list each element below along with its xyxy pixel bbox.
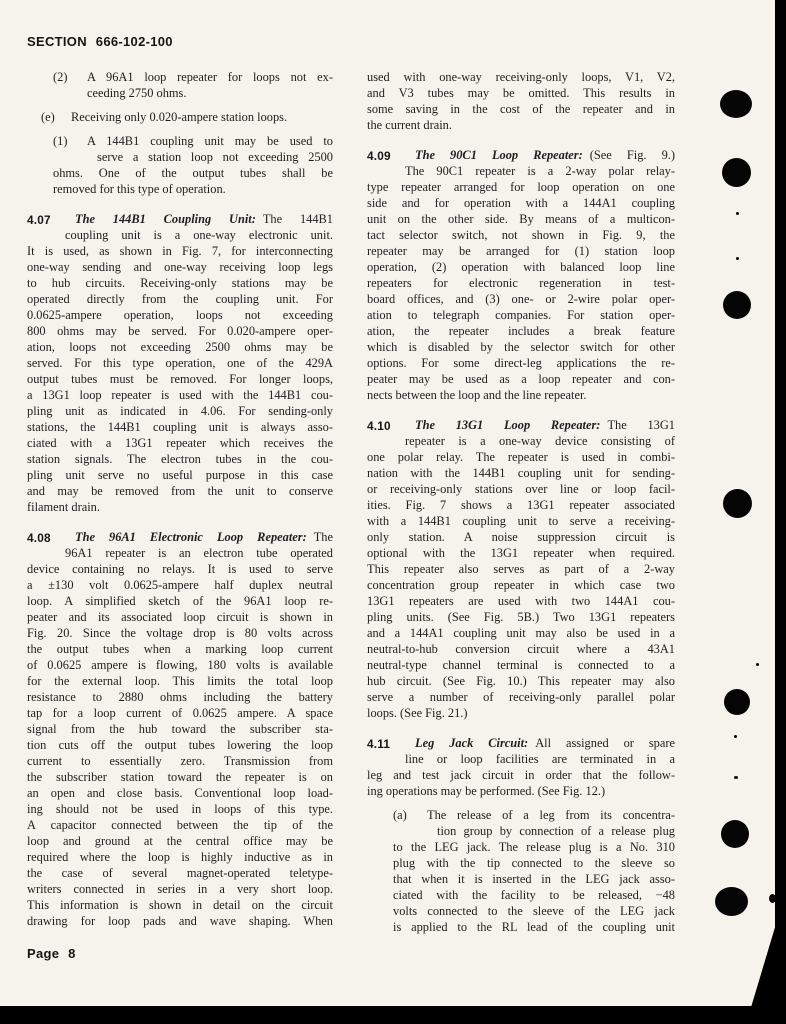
text-line: pling units. (See Fig. 5B.) Two 13G1 repeaters xyxy=(367,610,675,624)
text-line: and a 144A1 coupling unit may also be used in a xyxy=(367,626,675,640)
item-2 xyxy=(27,69,333,101)
text-line: a 13G1 loop repeater is used with the 144B1 cou- xyxy=(27,388,333,402)
text-line: removed for this type of operation. xyxy=(53,182,226,196)
text-line: served. For this type operation, one of the 429A xyxy=(27,356,333,370)
text-line: ation, loops not exceeding 2500 ohms may be xyxy=(27,340,333,354)
text-line: ities. Fig. 7 shows a 13G1 repeater associated xyxy=(367,498,675,512)
paragraph-title: Leg Jack Circuit: xyxy=(415,736,529,750)
text-line: or receiving-only stations over line or loop facil- xyxy=(367,482,675,496)
paragraph-number: 4.07 xyxy=(27,213,51,227)
text-line: repeater may be arranged for (1) station loop xyxy=(367,244,675,258)
paragraph-title: The 144B1 Coupling Unit: xyxy=(75,212,256,226)
scan-edge-right xyxy=(775,0,786,1024)
text-line: that when it is inserted in the LEG jack asso- xyxy=(393,872,675,886)
text-line: filament drain. xyxy=(27,500,100,514)
binder-dot xyxy=(715,887,748,916)
text-line: hub circuit. (See Fig. 10.) This repeater may also xyxy=(367,674,675,688)
text-line: tion cuts off the output tubes lowering the loop xyxy=(27,738,333,752)
item-a xyxy=(367,807,675,935)
text-line: one polar relay. The repeater is used in combi- xyxy=(367,450,675,464)
item-label: (e) xyxy=(41,110,55,124)
binder-dot xyxy=(723,291,751,319)
text-line: ohms. One of the output tubes shall be xyxy=(53,166,333,180)
text-line: loop. A simplified sketch of the 96A1 loop re- xyxy=(27,594,333,608)
paragraph-continuation xyxy=(367,69,675,133)
text-line: with a 144B1 coupling unit to serve a receiving- xyxy=(367,514,675,528)
text-line: concentration group repeater in which case two xyxy=(367,578,675,592)
text-line: nects between the loop and the line repeater. xyxy=(367,388,587,402)
text-line: 4.09 The 90C1 Loop Repeater: (See Fig. 9.) xyxy=(367,148,675,163)
paragraph-title: The 90C1 Loop Repeater: xyxy=(415,148,583,162)
text-line: board offices, and (3) one- or 2-wire polar oper- xyxy=(367,292,675,306)
paragraph-4.11 xyxy=(367,735,675,799)
text-line: plug with the tip connected to the sleeve so xyxy=(393,856,675,870)
text-line: drawing for loop pads and wave shaping. When xyxy=(27,914,333,928)
text-line: the subscriber station toward the repeater is on xyxy=(27,770,333,784)
text-line: pling unit as indicated in 4.06. For sending-only xyxy=(27,404,333,418)
text-line: 800 ohms may be served. For 0.020-ampere oper- xyxy=(27,324,333,338)
right-column xyxy=(367,69,675,935)
text-line: repeaters for electronic regeneration in test- xyxy=(367,276,675,290)
text-line: unit on the other side. By means of a multicon- xyxy=(367,212,675,226)
text-line: ation, the repeater includes a break feature xyxy=(367,324,675,338)
text-line: only station. A noise suppression circuit is xyxy=(367,530,675,544)
text-line: optional with the 13G1 repeater when required. xyxy=(367,546,675,560)
text-line: peater and its associated loop circuit is shown in xyxy=(27,610,333,624)
text-line: stations, the 144B1 coupling unit is always asso- xyxy=(27,420,333,434)
text-line: an open and close basis. Conventional loop load- xyxy=(27,786,333,800)
text-line: serve a station loop not exceeding 2500 xyxy=(97,150,333,164)
text-line: neutral-to-hub conversion circuit where a 43A1 xyxy=(367,642,675,656)
binder-dot xyxy=(724,689,750,715)
ink-speck xyxy=(756,663,759,666)
ink-speck xyxy=(734,735,737,738)
text-line: 4.07 The 144B1 Coupling Unit: The 144B1 xyxy=(27,212,333,227)
text-line: (2) A 96A1 loop repeater for loops not ex- xyxy=(53,70,333,84)
text-line: signal from the hub toward the subscriber sta- xyxy=(27,722,333,736)
text-line: (a) The release of a leg from its concentra- xyxy=(393,808,675,822)
paragraph-number: 4.09 xyxy=(367,149,391,163)
text-line: resistance to 2880 ohms including the battery xyxy=(27,690,333,704)
text-line: tion group by connection of a release plug xyxy=(437,824,675,838)
text-line: for the external loop. This limits the total loop xyxy=(27,674,333,688)
text-line: loops. (See Fig. 21.) xyxy=(367,706,468,720)
text-line: volts connected to the sleeve of the LEG jack xyxy=(393,904,675,918)
paragraph-title: The 96A1 Electronic Loop Repeater: xyxy=(75,530,307,544)
text-line: options. For some direct-leg applications the re- xyxy=(367,356,675,370)
text-line: a ±130 volt 0.0625-ampere half duplex neutral xyxy=(27,578,333,592)
text-line: writers connected in series in a very short loop. xyxy=(27,882,333,896)
text-line: The 90C1 repeater is a 2-way polar relay- xyxy=(405,164,675,178)
text-line: This repeater also serves as part of a 2-way xyxy=(367,562,675,576)
text-line: It is used, as shown in Fig. 7, for interconnecting xyxy=(27,244,333,258)
item-label: (a) xyxy=(393,808,407,822)
text-line: one-way sending and one-way receiving loop legs xyxy=(27,260,333,274)
text-line: side and for operation with a 144A1 coupling xyxy=(367,196,675,210)
text-line: peater may be used as a loop repeater and con- xyxy=(367,372,675,386)
binder-dot xyxy=(723,489,752,518)
text-line: Fig. 20. Since the voltage drop is 80 volts across xyxy=(27,626,333,640)
text-line: ceeding 2750 ohms. xyxy=(87,86,187,100)
text-line: 4.10 The 13G1 Loop Repeater: The 13G1 xyxy=(367,418,675,433)
text-line: neutral-type channel terminal is connected to a xyxy=(367,658,675,672)
text-line: operation, (2) operation with balanced loop line xyxy=(367,260,675,274)
text-line: of 0.0625 ampere is flowing, 180 volts is available xyxy=(27,658,333,672)
text-line: (e) Receiving only 0.020-ampere station loops. xyxy=(41,110,288,124)
text-line: line or loop facilities are terminated in a xyxy=(405,752,675,766)
text-line: leg and test jack circuit in order that the follow- xyxy=(367,768,675,782)
text-line: current to essentially zero. Transmission from xyxy=(27,754,333,768)
text-line: ing operations may be performed. (See Fig. 12.) xyxy=(367,784,606,798)
paragraph-4.08 xyxy=(27,529,333,929)
item-label: (2) xyxy=(53,70,68,84)
text-line: pling unit serve no useful purpose in this case xyxy=(27,468,333,482)
ink-speck xyxy=(734,776,738,779)
text-line: serve a number of receiving-only parallel polar xyxy=(367,690,675,704)
text-line: the output tubes when a marking loop current xyxy=(27,642,333,656)
page-number-footer: Page 8 xyxy=(27,946,76,961)
binder-dot xyxy=(722,158,751,187)
text-line: tact selector switch, not shown in Fig. 9, the xyxy=(367,228,675,242)
text-line: the case of several magnet-operated teletype- xyxy=(27,866,333,880)
item-1 xyxy=(27,133,333,197)
text-line: tap for a loop current of 0.0625 ampere. A space xyxy=(27,706,333,720)
paragraph-number: 4.10 xyxy=(367,419,391,433)
text-line: the current drain. xyxy=(367,118,452,132)
text-line: This information is shown in detail on the circuit xyxy=(27,898,333,912)
text-line: is applied to the RL lead of the coupling unit xyxy=(393,920,675,934)
item-e xyxy=(27,109,333,125)
binder-dot xyxy=(720,90,752,118)
scan-edge-bottom xyxy=(0,1006,786,1024)
item-label: (1) xyxy=(53,134,68,148)
text-line: output tubes must be removed. For longer loops, xyxy=(27,372,333,386)
text-line: (1) A 144B1 coupling unit may be used to xyxy=(53,134,333,148)
text-line: operated directly from the coupling unit. For xyxy=(27,292,333,306)
text-line: coupling unit is a one-way electronic unit. xyxy=(65,228,333,242)
text-line: repeater is a one-way device consisting of xyxy=(405,434,675,448)
section-header: SECTION 666-102-100 xyxy=(27,34,173,49)
left-column xyxy=(27,69,333,929)
text-line: required where the loop is highly inductive as in xyxy=(27,850,333,864)
paragraph-number: 4.11 xyxy=(367,737,391,751)
text-line: 13G1 repeaters are used with two 144A1 cou- xyxy=(367,594,675,608)
text-line: ciated with a 13G1 repeater which receives the xyxy=(27,436,333,450)
text-line: type repeater arranged for loop operation on one xyxy=(367,180,675,194)
text-line: 4.11 Leg Jack Circuit: All assigned or spare xyxy=(367,736,675,751)
text-line: and may be removed from the unit to conserve xyxy=(27,484,333,498)
text-line: ation to telegraph companies. For station oper- xyxy=(367,308,675,322)
text-line: nation with the 144B1 coupling unit for sending- xyxy=(367,466,675,480)
ink-speck xyxy=(736,212,739,215)
text-line: loop and ground at the central office may be xyxy=(27,834,333,848)
text-line: ing should not be used in loops of this type. xyxy=(27,802,333,816)
text-line: ciated with the facility to be released, −48 xyxy=(393,888,675,902)
text-line: and V3 tubes may be omitted. This results in xyxy=(367,86,675,100)
text-line: 0.0625-ampere operation, loops not exceeding xyxy=(27,308,333,322)
text-line: to the LEG jack. The release plug is a No. 310 xyxy=(393,840,675,854)
text-line: device containing no relays. It is used to serve xyxy=(27,562,333,576)
text-line: 4.08 The 96A1 Electronic Loop Repeater: The xyxy=(27,530,333,545)
paragraph-4.07 xyxy=(27,211,333,515)
text-line: A capacitor connected between the tip of the xyxy=(27,818,333,832)
paragraph-4.10 xyxy=(367,417,675,721)
text-line: 96A1 repeater is an electron tube operated xyxy=(65,546,333,560)
paragraph-title: The 13G1 Loop Repeater: xyxy=(415,418,601,432)
text-line: used with one-way receiving-only loops, V1, V2, xyxy=(367,70,675,84)
text-line: to hub circuits. Receiving-only stations may be xyxy=(27,276,333,290)
paragraph-4.09 xyxy=(367,147,675,403)
paragraph-number: 4.08 xyxy=(27,531,51,545)
binder-dot xyxy=(721,820,749,848)
text-line: which is disabled by the selector switch for other xyxy=(367,340,675,354)
ink-speck xyxy=(736,257,739,260)
text-line: some saving in the cost of the repeater and in xyxy=(367,102,675,116)
text-line: station signals. The electron tubes in the cou- xyxy=(27,452,333,466)
